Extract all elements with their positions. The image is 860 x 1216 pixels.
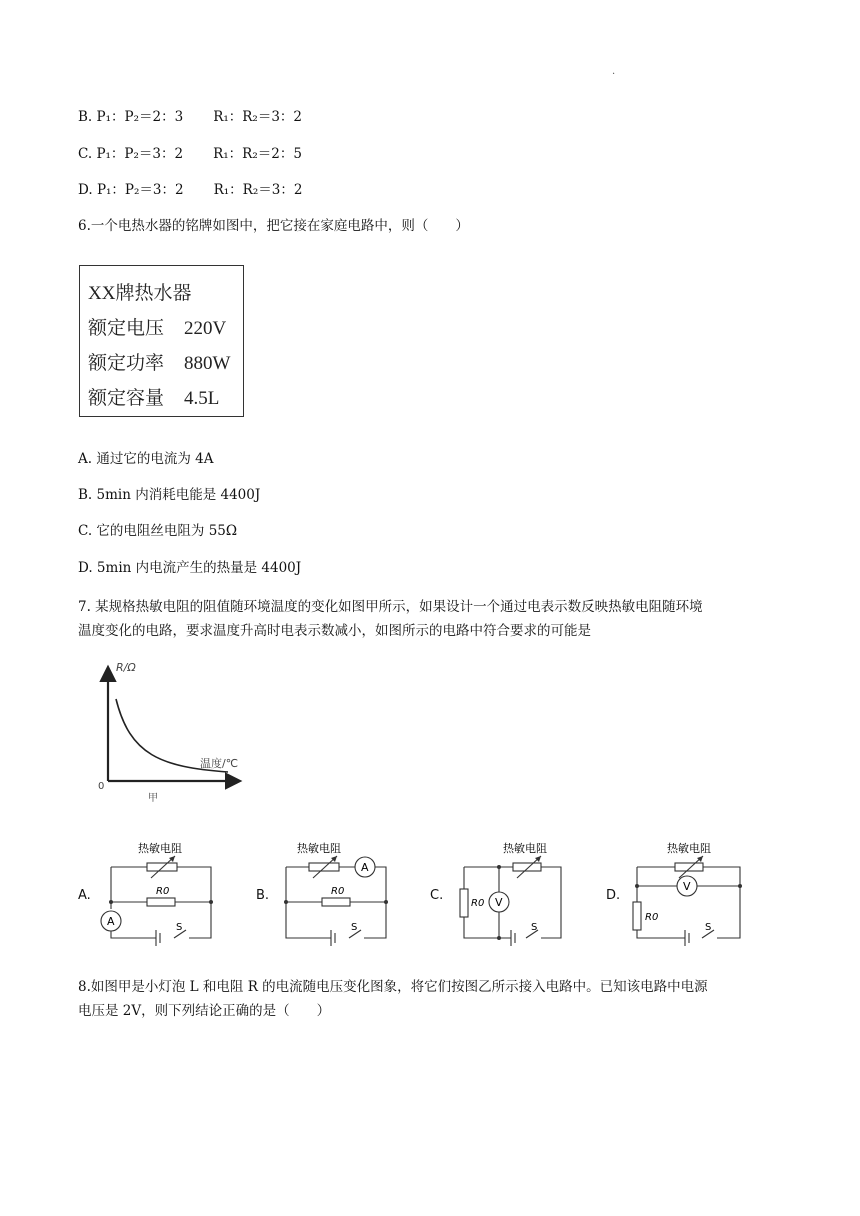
ammeter-icon: A: [107, 915, 115, 928]
q8-stem-line1: 8.如图甲是小灯泡 L 和电阻 R 的电流随电压变化图象，将它们按图乙所示接入电路中。已知该电路中电源: [78, 979, 708, 995]
r0-label: R0: [645, 912, 659, 923]
voltmeter-icon: V: [683, 880, 691, 893]
circuit-a: [96, 834, 221, 949]
switch-label: S: [176, 922, 183, 933]
thermistor-label: 热敏电阻: [138, 842, 182, 855]
switch-label: S: [351, 922, 358, 933]
voltmeter-icon: V: [495, 896, 503, 909]
thermistor-label: 热敏电阻: [667, 842, 711, 855]
thermistor-label: 热敏电阻: [503, 842, 547, 855]
switch-label: S: [531, 922, 538, 933]
thermistor-graph: [90, 655, 260, 810]
r0-label: R0: [471, 898, 485, 909]
q6-option-a: A. 通过它的电流为 4A: [78, 451, 214, 467]
q5-option-c-resistance-ratio: R₁：R₂＝2：5: [213, 146, 302, 162]
nameplate-title: XX牌热水器: [88, 283, 192, 304]
q7-stem-line1: 7. 某规格热敏电阻的阻值随环境温度的变化如图甲所示，如果设计一个通过电表示数反映热敏电阻随环境: [78, 599, 703, 615]
circuit-c: [451, 834, 576, 949]
q6-stem: 6.一个电热水器的铭牌如图中，把它接在家庭电路中，则（ ）: [78, 218, 469, 234]
graph-x-label: 温度/℃: [200, 757, 239, 770]
q7-stem-line2: 温度变化的电路，要求温度升高时电表示数减小，如图所示的电路中符合要求的可能是: [78, 623, 591, 639]
q5-option-d-power-ratio: P₁：P₂＝3：2: [96, 182, 184, 198]
circuit-d: [625, 834, 750, 949]
q5-option-d-resistance-ratio: R₁：R₂＝3：2: [213, 182, 303, 198]
heater-nameplate: [79, 265, 244, 417]
q5-option-b: B. P₁：P₂＝2：3 R₁：R₂＝3：2: [78, 109, 303, 125]
r0-label: R0: [331, 886, 345, 897]
switch-label: S: [705, 922, 712, 933]
circuit-b: [271, 834, 396, 949]
graph-origin: 0: [98, 781, 105, 792]
q5-option-b-power-ratio: P₁：P₂＝2：3: [96, 109, 184, 125]
circuit-c-letter: C.: [430, 888, 444, 903]
circuit-d-letter: D.: [606, 888, 621, 903]
q5-option-c: C. P₁：P₂＝3：2 R₁：R₂＝2：5: [78, 146, 302, 162]
graph-y-label: R/Ω: [116, 661, 136, 674]
ammeter-icon: A: [361, 861, 369, 874]
nameplate-row-capacity: 额定容量 4.5L: [88, 388, 220, 409]
q6-option-c: C. 它的电阻丝电阻为 55Ω: [78, 523, 238, 539]
graph-caption: 甲: [148, 793, 158, 804]
q6-option-d: D. 5min 内电流产生的热量是 4400J: [78, 560, 302, 576]
nameplate-row-voltage: 额定电压 220V: [88, 318, 227, 339]
header-mark: .: [612, 66, 616, 77]
q5-option-d: D. P₁：P₂＝3：2 R₁：R₂＝3：2: [78, 182, 303, 198]
q5-option-b-resistance-ratio: R₁：R₂＝3：2: [213, 109, 303, 125]
q5-option-c-power-ratio: P₁：P₂＝3：2: [96, 146, 184, 162]
thermistor-label: 热敏电阻: [297, 842, 341, 855]
nameplate-row-power: 额定功率 880W: [88, 353, 231, 374]
q8-stem-line2: 电压是 2V，则下列结论正确的是（ ）: [78, 1003, 331, 1019]
circuit-b-letter: B.: [256, 888, 270, 903]
r0-label: R0: [156, 886, 170, 897]
circuit-a-letter: A.: [78, 888, 91, 903]
q6-option-b: B. 5min 内消耗电能是 4400J: [78, 487, 261, 503]
